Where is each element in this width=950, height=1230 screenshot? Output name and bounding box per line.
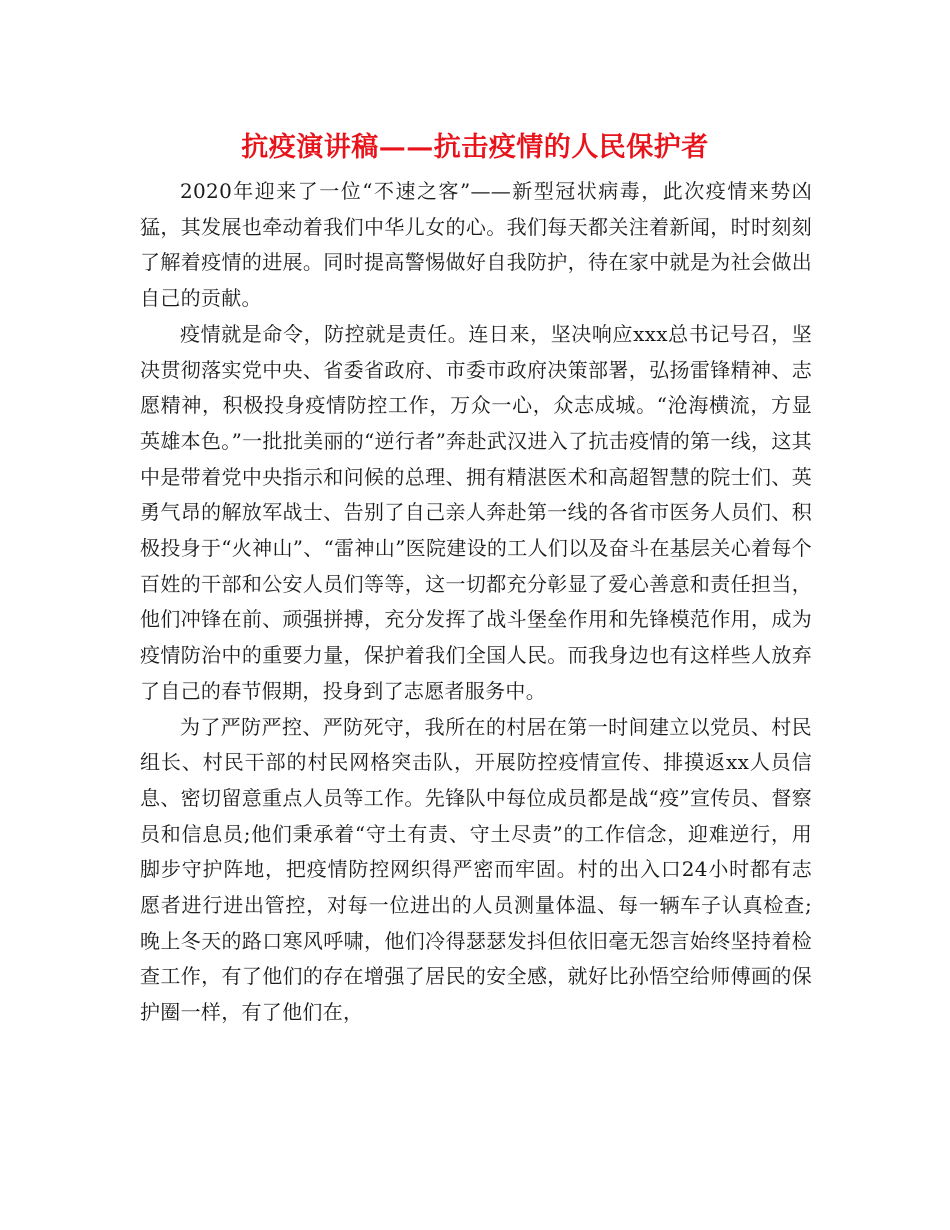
paragraph-2: 疫情就是命令，防控就是责任。连日来，坚决响应xxx总书记号召，坚决贯彻落实党中央、省委省政府、市委市政府决策部署，弘扬雷锋精神、志愿精神，积极投身疫情防控工作，万众一心，众志成城。“沧海横流，方显英雄本色。”一批批美丽的“逆行者”奔赴武汉进入了抗击疫情的第一线，这其中是带着党中央指示和问候的总理、拥有精湛医术和高超智慧的院士们、英勇气昂的解放军战士、告别了自己亲人奔赴第一线的各省市医务人员们、积极投身于“火神山”、“雷神山”医院建设的工人们以及奋斗在基层关心着每个百姓的干部和公安人员们等等，这一切都充分彰显了爱心善意和责任担当，他们冲锋在前、顽强拼搏，充分发挥了战斗堡垒作用和先锋模范作用，成为疫情防治中的重要力量，保护着我们全国人民。而我身边也有这样些人放弃了自己的春节假期，投身到了志愿者服务中。 — [140, 321, 812, 703]
document-body — [140, 174, 812, 1031]
paragraph-1: 2020年迎来了一位“不速之客”——新型冠状病毒，此次疫情来势凶猛，其发展也牵动着我们中华儿女的心。我们每天都关注着新闻，时时刻刻了解着疫情的进展。同时提高警惕做好自我防护，待在家中就是为社会做出自己的贡献。 — [140, 179, 812, 311]
document-title: 抗疫演讲稿——抗击疫情的人民保护者 — [241, 132, 709, 163]
paragraph-3: 为了严防严控、严防死守，我所在的村居在第一时间建立以党员、村民组长、村民干部的村民网格突击队，开展防控疫情宣传、排摸返xx人员信息、密切留意重点人员等工作。先锋队中每位成员都是战“疫”宣传员、督察员和信息员;他们秉承着“守土有责、守土尽责”的工作信念，迎难逆行，用脚步守护阵地，把疫情防控网织得严密而牢固。村的出入口24小时都有志愿者进行进出管控，对每一位进出的人员测量体温、每一辆车子认真检查;晚上冬天的路口寒风呼啸，他们冷得瑟瑟发抖但依旧毫无怨言始终坚持着检查工作，有了他们的存在增强了居民的安全感，就好比孙悟空给师傅画的保护圈一样，有了他们在， — [140, 714, 812, 1025]
